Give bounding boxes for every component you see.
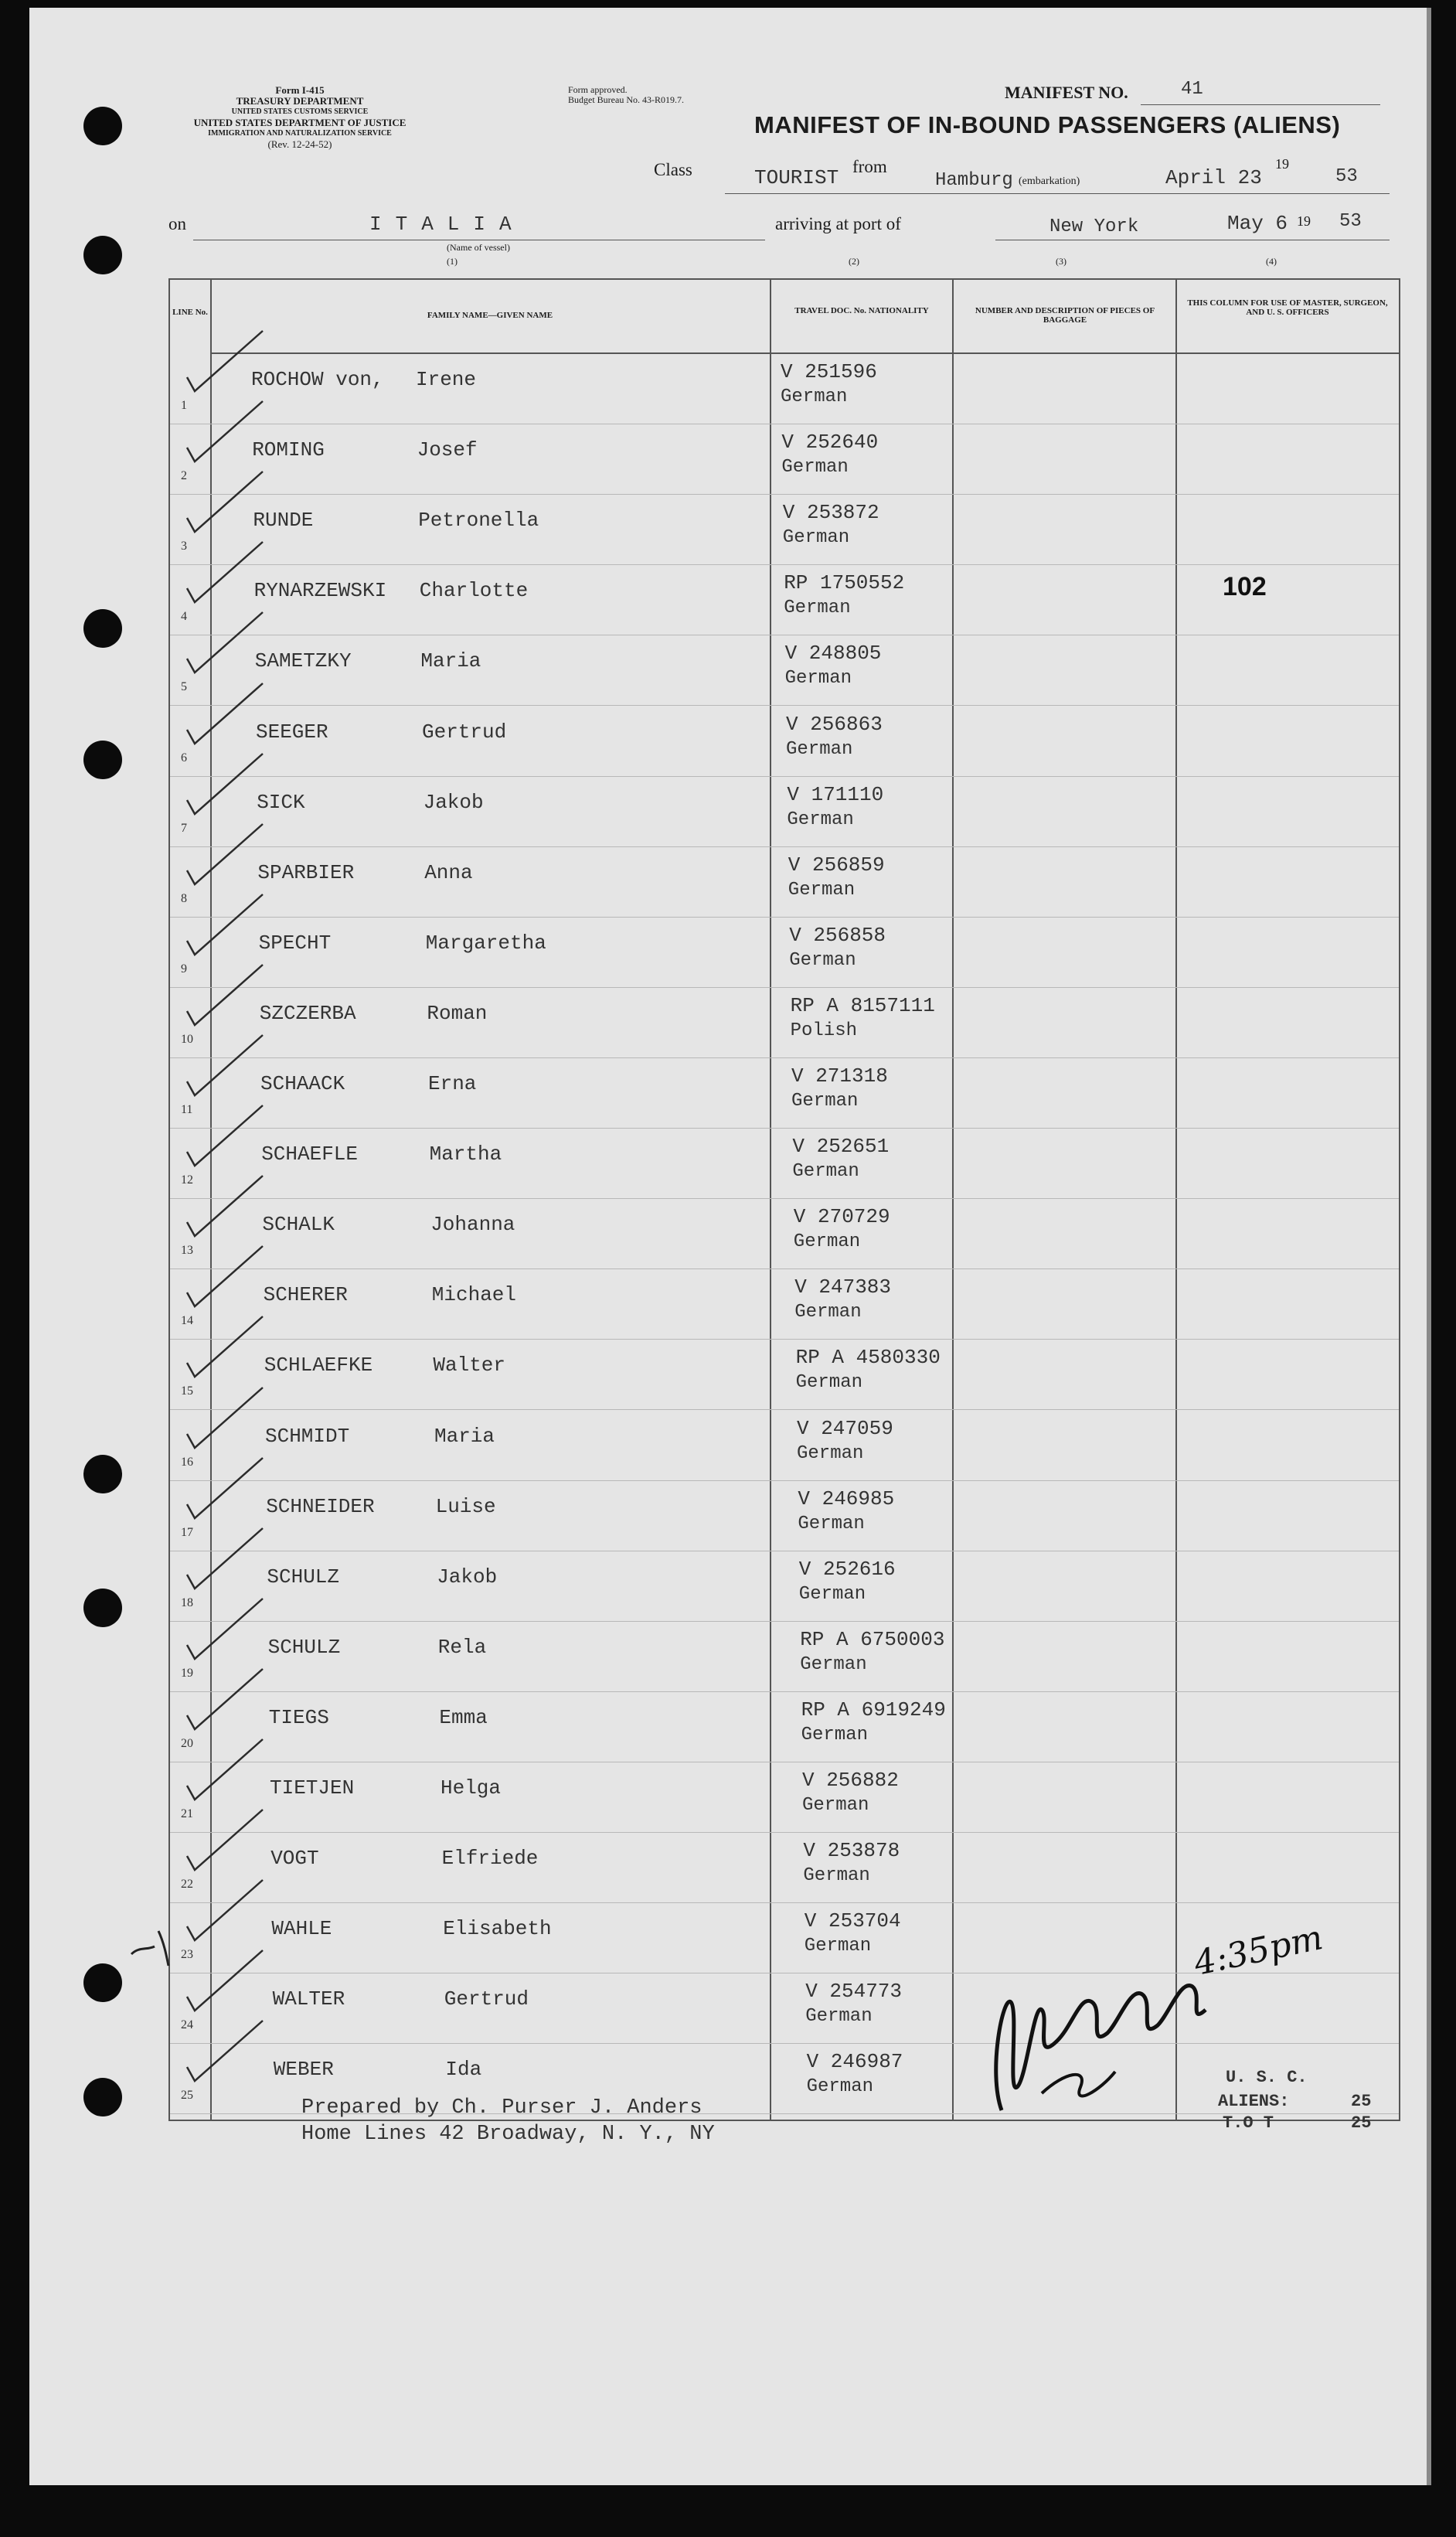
line-number: 19 xyxy=(181,1666,193,1680)
nationality: German xyxy=(792,1161,859,1183)
table-row xyxy=(170,1269,1399,1340)
table-row xyxy=(170,1199,1399,1269)
punch-hole xyxy=(83,741,122,779)
family-name: SPECHT xyxy=(258,931,332,955)
table-row xyxy=(170,495,1399,565)
class-underline xyxy=(725,193,1390,194)
nationality: German xyxy=(803,1865,870,1887)
col-number-1: (1) xyxy=(447,256,458,267)
given-name: Roman xyxy=(427,1001,488,1025)
check-mark-icon xyxy=(178,2021,278,2082)
nationality: German xyxy=(781,457,849,478)
given-name: Josef xyxy=(417,438,478,462)
punch-hole xyxy=(83,2078,122,2116)
travel-doc-number: V 252651 xyxy=(792,1135,890,1159)
nationality: German xyxy=(798,1583,866,1605)
header-travel-doc: TRAVEL DOC. No. NATIONALITY xyxy=(794,306,929,315)
given-name: Charlotte xyxy=(419,579,529,603)
travel-doc-number: RP A 6919249 xyxy=(801,1698,946,1721)
nationality: German xyxy=(795,1372,863,1394)
travel-doc-number: V 254773 xyxy=(805,1980,903,2004)
given-name: Rela xyxy=(437,1635,487,1659)
col-number-3: (3) xyxy=(1056,256,1066,267)
check-mark-icon xyxy=(178,472,278,533)
total-count: 25 xyxy=(1351,2113,1372,2133)
travel-doc-number: RP 1750552 xyxy=(784,571,905,595)
entry-time-annotation: 4:35pm xyxy=(1190,1918,1327,1984)
family-name: SZCZERBA xyxy=(259,1001,356,1025)
family-name: SCHAACK xyxy=(260,1072,345,1095)
form-agency-block xyxy=(161,85,439,150)
class-value: TOURIST xyxy=(754,166,839,189)
table-row xyxy=(170,1058,1399,1129)
manifest-no-underline xyxy=(1141,104,1380,105)
passenger-table xyxy=(168,278,1400,2121)
nationality: German xyxy=(781,387,848,407)
given-name: Ida xyxy=(445,2058,482,2082)
customs-service: UNITED STATES CUSTOMS SERVICE xyxy=(231,107,369,116)
line-number: 12 xyxy=(181,1173,193,1187)
travel-doc-number: V 171110 xyxy=(787,782,884,806)
family-name: SICK xyxy=(257,790,305,814)
family-name: WAHLE xyxy=(271,1917,332,1941)
check-mark-icon xyxy=(178,1388,278,1449)
nationality: German xyxy=(797,1442,864,1464)
family-name: SCHAEFLE xyxy=(261,1143,359,1166)
header-line-no: LINE No. xyxy=(172,308,208,317)
family-name: RYNARZEWSKI xyxy=(253,579,387,603)
total-label: T.O T xyxy=(1223,2113,1274,2133)
given-name: Maria xyxy=(434,1424,495,1448)
travel-doc-number: V 256882 xyxy=(802,1769,899,1792)
manifest-page xyxy=(29,8,1431,2485)
travel-doc-number: V 246987 xyxy=(806,2050,903,2074)
table-row xyxy=(170,1622,1399,1692)
travel-doc-number: V 271318 xyxy=(791,1064,888,1088)
table-row xyxy=(170,1833,1399,1903)
departure-year: 53 xyxy=(1335,166,1358,187)
check-mark-icon xyxy=(178,1455,278,1520)
table-row xyxy=(170,635,1399,706)
punch-hole xyxy=(83,1589,122,1627)
check-mark-icon xyxy=(178,965,278,1027)
header-baggage: NUMBER AND DESCRIPTION OF PIECES OF BAGGAGE xyxy=(975,306,1155,325)
given-name: Petronella xyxy=(418,509,539,533)
family-name: TIETJEN xyxy=(270,1776,355,1800)
nationality: German xyxy=(784,598,851,619)
nationality: Polish xyxy=(790,1020,858,1041)
nationality: German xyxy=(782,527,850,549)
travel-doc-number: V 246985 xyxy=(798,1486,895,1510)
line-number: 6 xyxy=(181,751,187,765)
travel-doc-number: V 256858 xyxy=(789,923,886,947)
family-name: ROMING xyxy=(252,438,325,462)
check-mark-icon xyxy=(178,1246,278,1308)
travel-doc-number: V 253872 xyxy=(782,501,879,525)
family-name: ROCHOW von, xyxy=(251,368,384,391)
punch-hole xyxy=(83,236,122,274)
table-row xyxy=(170,988,1399,1058)
line-number: 21 xyxy=(181,1807,193,1820)
family-name: SCHNEIDER xyxy=(266,1494,375,1518)
officer-note: 102 xyxy=(1223,572,1267,601)
family-name: SCHULZ xyxy=(267,1635,341,1659)
line-number: 22 xyxy=(181,1878,193,1892)
given-name: Martha xyxy=(429,1143,502,1166)
check-mark-icon xyxy=(178,1736,278,1801)
line-number: 10 xyxy=(181,1032,193,1046)
family-name: SCHULZ xyxy=(267,1565,340,1589)
family-name: SCHALK xyxy=(262,1213,335,1237)
check-mark-icon xyxy=(178,1810,278,1871)
aliens-label: ALIENS: xyxy=(1218,2092,1290,2111)
travel-doc-number: V 251596 xyxy=(781,360,877,383)
form-approved: Form approved. xyxy=(568,84,628,95)
nationality: German xyxy=(801,1724,869,1745)
departure-date: April 23 xyxy=(1165,166,1262,189)
ins-service: IMMIGRATION AND NATURALIZATION SERVICE xyxy=(208,129,392,138)
line-number: 15 xyxy=(181,1384,193,1398)
check-mark-icon xyxy=(178,1666,278,1731)
line-number: 11 xyxy=(181,1103,193,1116)
travel-doc-number: RP A 4580330 xyxy=(795,1346,941,1370)
nationality: German xyxy=(794,1302,862,1323)
col-number-2: (2) xyxy=(849,256,859,267)
travel-doc-number: V 247383 xyxy=(794,1275,892,1299)
nationality: German xyxy=(805,2006,873,2028)
margin-mark xyxy=(124,1923,178,1970)
punch-hole xyxy=(83,1455,122,1493)
given-name: Elisabeth xyxy=(443,1917,552,1941)
line-number: 3 xyxy=(181,540,187,553)
usc-label: U. S. C. xyxy=(1226,2068,1308,2087)
given-name: Luise xyxy=(435,1494,496,1518)
year-prefix-2: 19 xyxy=(1297,213,1311,229)
family-name: SCHERER xyxy=(263,1283,348,1307)
check-mark-icon xyxy=(178,1599,278,1660)
embarkation-label: (embarkation) xyxy=(1019,175,1080,187)
family-name: TIEGS xyxy=(268,1705,329,1729)
nationality: German xyxy=(802,1795,869,1816)
family-name: SCHLAEFKE xyxy=(264,1354,373,1377)
line-number: 20 xyxy=(181,1736,193,1750)
table-row xyxy=(170,1481,1399,1551)
nationality: German xyxy=(789,949,856,971)
check-mark-icon xyxy=(178,542,278,604)
table-row xyxy=(170,707,1399,777)
nationality: German xyxy=(787,809,854,830)
prepared-by: Prepared by Ch. Purser J. Anders xyxy=(301,2096,702,2120)
manifest-title: MANIFEST OF IN-BOUND PASSENGERS (ALIENS) xyxy=(754,111,1341,138)
table-row xyxy=(170,1340,1399,1410)
given-name: Helga xyxy=(441,1776,502,1800)
check-mark-icon xyxy=(178,891,278,956)
nationality: German xyxy=(788,879,856,901)
manifest-no-value: 41 xyxy=(1181,79,1203,100)
check-mark-icon xyxy=(178,612,278,674)
line-number: 25 xyxy=(181,2089,193,2103)
given-name: Margaretha xyxy=(425,931,546,955)
travel-doc-number: V 253704 xyxy=(804,1909,901,1933)
line-number: 8 xyxy=(181,891,187,905)
given-name: Michael xyxy=(431,1283,517,1307)
family-name: WEBER xyxy=(273,2058,334,2082)
nationality: German xyxy=(798,1513,865,1534)
line-number: 16 xyxy=(181,1455,193,1469)
family-name: SEEGER xyxy=(256,720,328,744)
line-number: 23 xyxy=(181,1948,193,1962)
check-mark-icon xyxy=(178,683,278,745)
given-name: Erna xyxy=(428,1072,477,1095)
treasury-dept: TREASURY DEPARTMENT xyxy=(236,95,364,107)
family-name: SPARBIER xyxy=(257,860,355,884)
form-revision: (Rev. 12-24-52) xyxy=(267,138,332,150)
budget-bureau: Budget Bureau No. 43-R019.7. xyxy=(568,94,684,105)
given-name: Gertrud xyxy=(422,720,507,744)
line-number: 17 xyxy=(181,1525,193,1539)
table-row xyxy=(170,1692,1399,1762)
check-mark-icon xyxy=(178,1105,278,1167)
header-officers: THIS COLUMN FOR USE OF MASTER, SURGEON, AND U. S. OFFICERS xyxy=(1187,298,1388,317)
family-name: SAMETZKY xyxy=(254,649,352,673)
check-mark-icon xyxy=(178,401,278,463)
check-mark-icon xyxy=(178,331,278,393)
nationality: German xyxy=(793,1231,861,1253)
table-row xyxy=(170,565,1399,635)
line-number: 7 xyxy=(181,821,187,835)
given-name: Elfriede xyxy=(441,1847,539,1871)
col-number-4: (4) xyxy=(1266,256,1277,267)
table-row xyxy=(170,777,1399,847)
form-approval xyxy=(568,85,684,105)
travel-doc-number: RP A 6750003 xyxy=(800,1627,945,1651)
line-number: 13 xyxy=(181,1244,193,1258)
arrival-port: New York xyxy=(1049,216,1139,237)
given-name: Maria xyxy=(420,649,481,673)
travel-doc-number: V 253878 xyxy=(803,1839,900,1863)
table-row xyxy=(170,1762,1399,1833)
given-name: Jakob xyxy=(437,1565,498,1589)
vessel-label: (Name of vessel) xyxy=(447,242,510,253)
check-mark-icon xyxy=(178,821,278,886)
nationality: German xyxy=(784,668,852,690)
check-mark-icon xyxy=(178,1950,278,2012)
line-number: 9 xyxy=(181,962,187,976)
given-name: Irene xyxy=(416,368,477,391)
nationality: German xyxy=(791,1091,859,1112)
travel-doc-number: V 256863 xyxy=(786,712,883,736)
table-row xyxy=(170,847,1399,918)
table-row xyxy=(170,424,1399,495)
nationality: German xyxy=(806,2076,874,2098)
travel-doc-number: V 247059 xyxy=(797,1416,893,1440)
check-mark-icon xyxy=(178,1880,278,1942)
line-number: 5 xyxy=(181,680,187,694)
line-number: 18 xyxy=(181,1595,193,1609)
year-prefix-1: 19 xyxy=(1275,156,1289,172)
aliens-count: 25 xyxy=(1351,2092,1372,2111)
class-label: Class xyxy=(654,160,692,179)
check-mark-icon xyxy=(178,1316,278,1378)
travel-doc-number: V 252640 xyxy=(781,431,879,455)
header-name: FAMILY NAME—GIVEN NAME xyxy=(427,311,553,320)
nationality: German xyxy=(804,1936,872,1957)
arrival-date: May 6 xyxy=(1227,212,1288,235)
home-lines-address: Home Lines 42 Broadway, N. Y., NY xyxy=(301,2123,715,2146)
line-number: 24 xyxy=(181,2018,193,2032)
line-number: 14 xyxy=(181,1314,193,1328)
travel-doc-number: V 248805 xyxy=(784,642,882,666)
table-row xyxy=(170,354,1399,424)
arrival-year: 53 xyxy=(1339,211,1362,232)
given-name: Walter xyxy=(433,1354,506,1377)
travel-doc-number: RP A 8157111 xyxy=(790,993,935,1017)
justice-dept: UNITED STATES DEPARTMENT OF JUSTICE xyxy=(193,117,407,128)
check-mark-icon xyxy=(178,1176,278,1238)
from-label: from xyxy=(852,157,887,176)
family-name: RUNDE xyxy=(253,509,314,533)
on-label: on xyxy=(168,214,186,233)
manifest-no-label: MANIFEST NO. xyxy=(1005,83,1128,102)
line-number: 2 xyxy=(181,469,187,483)
travel-doc-number: V 256859 xyxy=(788,853,885,877)
family-name: VOGT xyxy=(270,1847,319,1871)
table-row xyxy=(170,918,1399,988)
given-name: Anna xyxy=(424,860,473,884)
travel-doc-number: V 270729 xyxy=(793,1205,890,1229)
check-mark-icon xyxy=(178,754,278,816)
table-row xyxy=(170,1411,1399,1481)
line-number: 1 xyxy=(181,399,187,412)
vessel-name: ITALIA xyxy=(369,213,526,236)
table-row xyxy=(170,1551,1399,1622)
arriving-label: arriving at port of xyxy=(775,214,901,233)
punch-hole xyxy=(83,107,122,145)
given-name: Johanna xyxy=(430,1213,515,1237)
punch-hole xyxy=(83,1963,122,2002)
check-mark-icon xyxy=(178,1032,278,1097)
given-name: Jakob xyxy=(423,790,484,814)
form-number: Form I-415 xyxy=(275,84,325,96)
family-name: SCHMIDT xyxy=(265,1424,350,1448)
given-name: Gertrud xyxy=(444,1987,529,2011)
nationality: German xyxy=(800,1653,867,1675)
line-number: 4 xyxy=(181,610,187,624)
check-mark-icon xyxy=(178,1525,278,1590)
given-name: Emma xyxy=(439,1705,488,1729)
table-row xyxy=(170,1129,1399,1199)
nationality: German xyxy=(786,738,853,760)
family-name: WALTER xyxy=(272,1987,345,2011)
punch-hole xyxy=(83,609,122,648)
from-value: Hamburg xyxy=(935,170,1013,191)
travel-doc-number: V 252616 xyxy=(798,1557,896,1581)
